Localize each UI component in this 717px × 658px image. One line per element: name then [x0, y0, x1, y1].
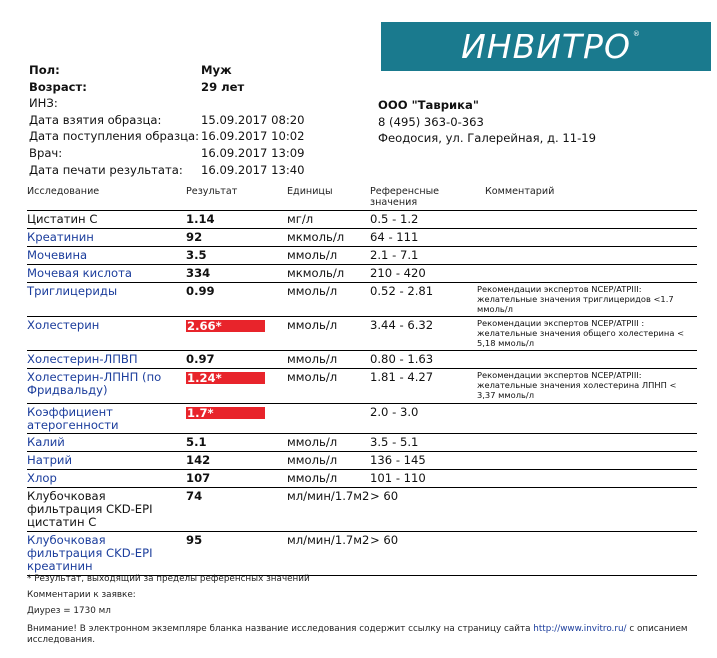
- patient-info: [29, 62, 359, 178]
- patient-info-value: 16.09.2017 10:02: [201, 129, 305, 144]
- table-row: [27, 247, 697, 265]
- invitro-logo: [381, 22, 711, 71]
- result-value-flagged: 1.24*: [186, 372, 265, 384]
- table-row: [27, 488, 697, 532]
- result-units: ммоль/л: [287, 352, 338, 366]
- test-name-link[interactable]: Мочевая кислота: [27, 266, 132, 280]
- results-table: [27, 211, 697, 576]
- lab-phone: 8 (495) 363-0-363: [378, 114, 484, 129]
- test-name-link[interactable]: Натрий: [27, 453, 73, 467]
- warning-text-end: с описанием: [629, 624, 688, 634]
- result-value: 92: [186, 230, 203, 244]
- test-name-link[interactable]: Холестерин-ЛПВП: [27, 352, 138, 366]
- table-row: [27, 470, 697, 488]
- result-value: 95: [186, 533, 203, 547]
- table-row: [27, 317, 697, 351]
- result-units: ммоль/л: [287, 248, 338, 262]
- reference-range: > 60: [370, 533, 399, 547]
- result-value-flagged: 1.7*: [186, 407, 265, 419]
- header-ref: [370, 186, 439, 208]
- result-value: 1.14: [186, 212, 215, 226]
- test-name-link[interactable]: Мочевина: [27, 248, 88, 262]
- header-test: Исследование: [27, 186, 100, 197]
- result-comment: Рекомендации экспертов NCEP/ATPIII: желательные значения холестерина ЛПНП < 3,37 ммоль/л: [477, 370, 677, 400]
- table-row: [27, 211, 697, 229]
- result-units: мкмоль/л: [287, 266, 345, 280]
- result-value: 0.99: [186, 284, 215, 298]
- table-row: [27, 265, 697, 283]
- result-value: 0.97: [186, 352, 215, 366]
- table-row: [27, 283, 697, 317]
- result-units: ммоль/л: [287, 453, 338, 467]
- patient-info-label: Пол:: [29, 63, 60, 77]
- reference-range: 3.44 - 6.32: [370, 318, 434, 332]
- result-value-flagged: 2.66*: [186, 320, 265, 332]
- header-ref-line2: значения: [370, 197, 418, 208]
- header-ref-line1: Референсные: [370, 186, 440, 197]
- patient-info-row: [29, 128, 359, 145]
- result-value: 142: [186, 453, 211, 467]
- result-value: 3.5: [186, 248, 207, 262]
- footnote: * Результат, выходящий за пределы референсных значений: [27, 574, 310, 584]
- patient-info-value: 16.09.2017 13:40: [201, 162, 305, 177]
- result-units: ммоль/л: [287, 284, 338, 298]
- patient-info-label: Дата печати результата:: [29, 162, 183, 177]
- table-header: [27, 186, 697, 210]
- reference-range: 0.80 - 1.63: [370, 352, 434, 366]
- patient-info-row: [29, 162, 359, 179]
- reference-range: 3.5 - 5.1: [370, 435, 419, 449]
- lab-name: ООО "Таврика": [378, 98, 479, 112]
- comments-label: Комментарии к заявке:: [27, 590, 136, 600]
- patient-info-label: Дата взятия образца:: [29, 112, 162, 127]
- patient-info-row: [29, 145, 359, 162]
- warning-line-2: исследования.: [27, 635, 96, 645]
- reference-range: 101 - 110: [370, 471, 426, 485]
- patient-info-value: 15.09.2017 08:20: [201, 112, 305, 127]
- result-units: мг/л: [287, 212, 314, 226]
- header-result: Результат: [186, 186, 238, 197]
- diuresis-note: Диурез = 1730 мл: [27, 606, 111, 616]
- reference-range: 2.0 - 3.0: [370, 405, 419, 419]
- table-row: [27, 532, 697, 576]
- table-row: [27, 369, 697, 404]
- result-value: 74: [186, 489, 203, 503]
- warning-line: [27, 624, 688, 634]
- test-name-link[interactable]: Креатинин: [27, 230, 94, 244]
- test-name-link[interactable]: Хлор: [27, 471, 57, 485]
- patient-info-row: [29, 79, 359, 96]
- reference-range: 210 - 420: [370, 266, 426, 280]
- patient-info-row: [29, 95, 359, 112]
- table-row: [27, 404, 697, 434]
- table-row: [27, 452, 697, 470]
- result-value: 334: [186, 266, 211, 280]
- reference-range: 0.5 - 1.2: [370, 212, 419, 226]
- patient-info-label: Возраст:: [29, 79, 87, 94]
- result-value: 5.1: [186, 435, 207, 449]
- test-name-link: Клубочковая фильтрация CKD-EPI цистатин С: [27, 489, 153, 530]
- header-units: Единицы: [287, 186, 333, 197]
- test-name-link[interactable]: Калий: [27, 435, 65, 449]
- result-units: ммоль/л: [287, 318, 338, 332]
- patient-info-value: 29 лет: [201, 79, 245, 94]
- reference-range: 64 - 111: [370, 230, 419, 244]
- result-units: мкмоль/л: [287, 230, 345, 244]
- table-row: [27, 229, 697, 247]
- result-value: 107: [186, 471, 211, 485]
- test-name-link[interactable]: Триглицериды: [27, 284, 118, 298]
- header-comment: Комментарий: [485, 186, 555, 197]
- result-comment: Рекомендации экспертов NCEP/ATPIII: желательные значения триглицеридов <1.7 ммоль/л: [477, 284, 674, 314]
- patient-info-row: [29, 62, 359, 79]
- result-units: ммоль/л: [287, 435, 338, 449]
- reference-range: 0.52 - 2.81: [370, 284, 434, 298]
- lab-address: Феодосия, ул. Галерейная, д. 11-19: [378, 131, 597, 146]
- result-units: мл/мин/1.7м2: [287, 489, 370, 503]
- result-comment: Рекомендации экспертов NCEP/ATPIII : желательные значения общего холестерина < 5,18 ммоль/л: [477, 318, 685, 348]
- patient-info-value: Муж: [201, 63, 232, 77]
- warning-text: Внимание! В электронном экземпляре бланка название исследования содержит ссылку на страницу сайта: [27, 624, 531, 634]
- registered-mark: ®: [632, 30, 641, 38]
- reference-range: 1.81 - 4.27: [370, 370, 434, 384]
- table-row: [27, 434, 697, 452]
- test-name-link[interactable]: Клубочковая фильтрация CKD-EPI креатинин: [27, 533, 153, 574]
- result-units: мл/мин/1.7м2: [287, 533, 370, 547]
- table-row: [27, 351, 697, 369]
- lab-info: [378, 97, 596, 147]
- reference-range: 136 - 145: [370, 453, 426, 467]
- test-name-link[interactable]: Холестерин-ЛПНП (по Фридвальду): [27, 370, 162, 398]
- test-name-link[interactable]: Коэффициент атерогенности: [27, 405, 119, 433]
- result-units: ммоль/л: [287, 471, 338, 485]
- patient-info-label: ИНЗ:: [29, 96, 58, 111]
- test-name-link: Цистатин С: [27, 212, 98, 226]
- patient-info-value: 16.09.2017 13:09: [201, 145, 305, 160]
- reference-range: 2.1 - 7.1: [370, 248, 419, 262]
- logo-text: ИНВИТРО ®: [461, 27, 641, 66]
- patient-info-row: [29, 112, 359, 129]
- test-name-link[interactable]: Холестерин: [27, 318, 100, 332]
- reference-range: > 60: [370, 489, 399, 503]
- invitro-link[interactable]: http://www.invitro.ru/: [533, 624, 627, 634]
- patient-info-label: Дата поступления образца:: [29, 129, 200, 144]
- patient-info-label: Врач:: [29, 145, 63, 160]
- result-units: ммоль/л: [287, 370, 338, 384]
